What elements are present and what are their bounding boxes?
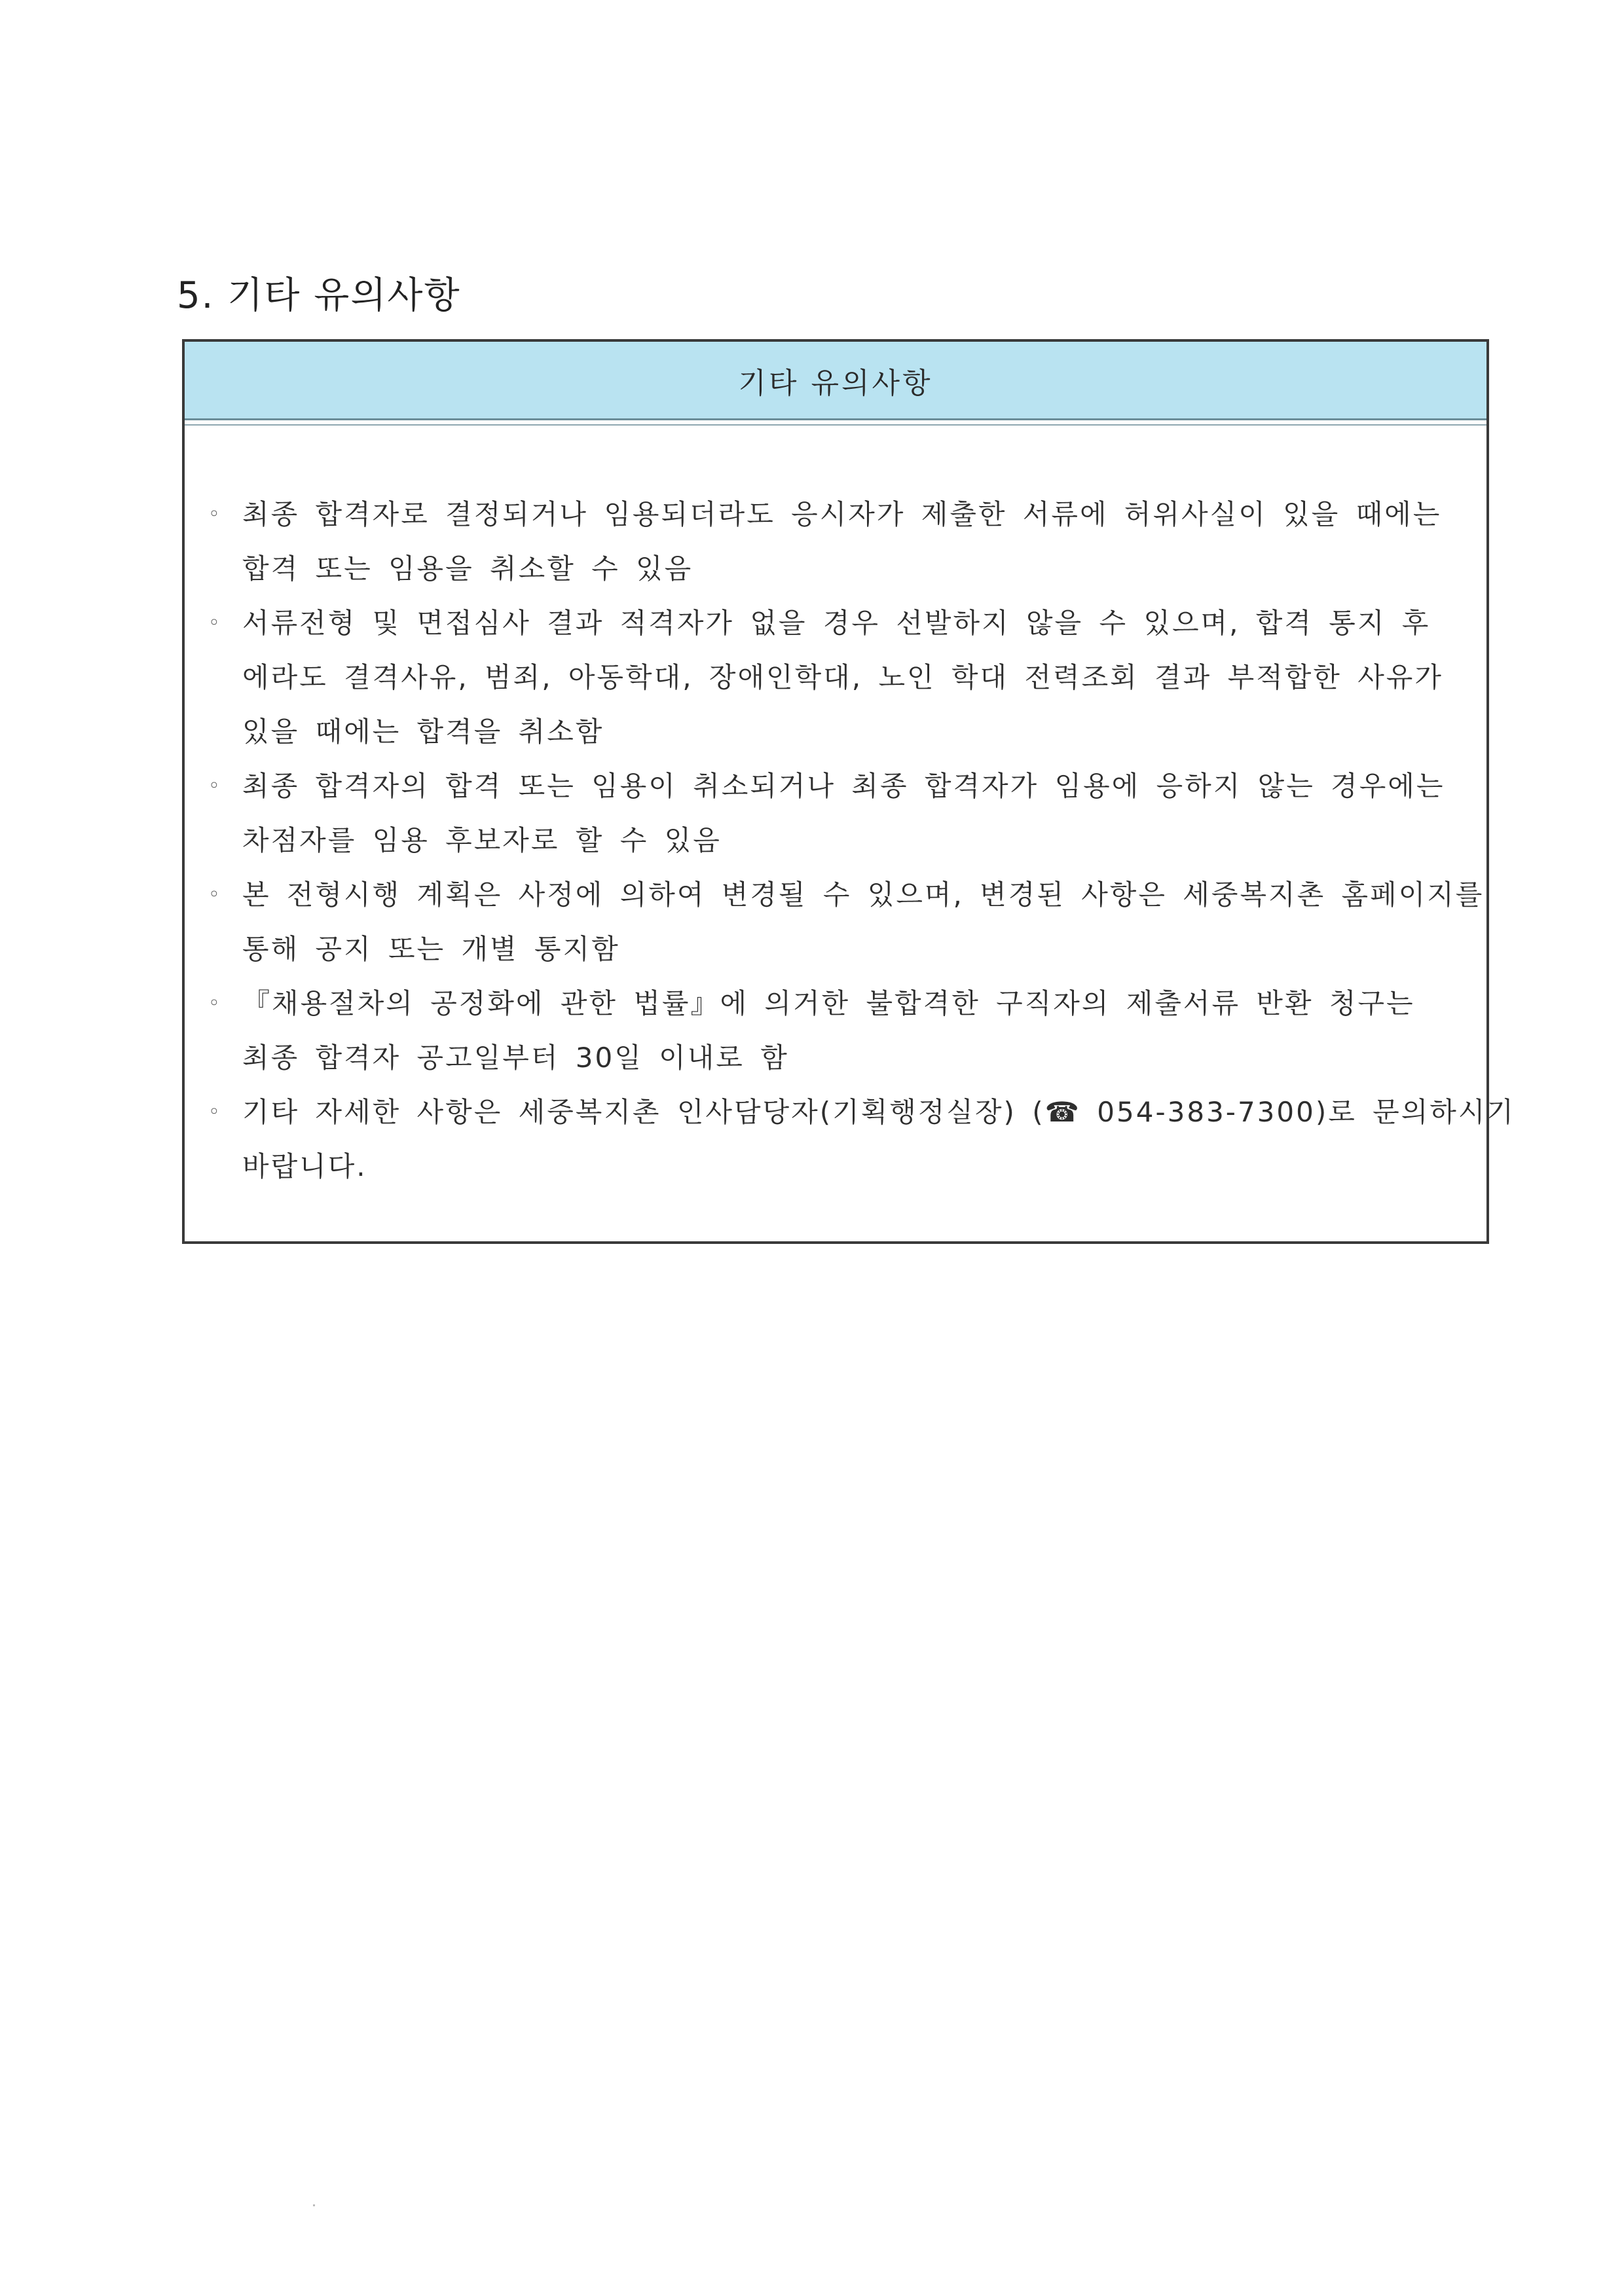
notice-line: 있을 때에는 합격을 취소함 xyxy=(242,716,604,748)
bullet-icon: ◦ xyxy=(208,611,222,634)
notice-item xyxy=(204,759,1475,867)
notice-line: 최종 합격자로 결정되거나 임용되더라도 응시자가 제출한 서류에 허위사실이 있을 때에는 xyxy=(242,498,1442,530)
notice-line: 기타 자세한 사항은 세중복지촌 인사담당자(기획행정실장) (☎ 054-383-7300)로 문의하시기 xyxy=(242,1096,1516,1128)
notice-box-title: 기타 유의사항 xyxy=(738,366,933,400)
bullet-icon: ◦ xyxy=(208,883,222,906)
notice-list xyxy=(204,487,1516,1194)
bullet-icon: ◦ xyxy=(208,503,222,526)
notice-line: 서류전형 및 면접심사 결과 적격자가 없을 경우 선발하지 않을 수 있으며, 합격 통지 후 xyxy=(242,607,1431,639)
notice-item xyxy=(204,976,1475,1085)
notice-line: 본 전형시행 계획은 사정에 의하여 변경될 수 있으며, 변경된 사항은 세중복지촌 홈페이지를 xyxy=(242,879,1485,911)
notice-line: 『채용절차의 공정화에 관한 법률』에 의거한 불합격한 구직자의 제출서류 반환 청구는 xyxy=(242,987,1415,1019)
scan-artifact-dot xyxy=(313,2204,315,2206)
bullet-icon: ◦ xyxy=(208,1101,222,1123)
header-divider xyxy=(185,424,1486,426)
notice-line: 통해 공지 또는 개별 통지함 xyxy=(242,933,620,965)
notice-line: 바랍니다. xyxy=(242,1150,367,1182)
notice-box-header xyxy=(185,342,1486,420)
notice-line: 최종 합격자의 합격 또는 임용이 취소되거나 최종 합격자가 임용에 응하지 않는 경우에는 xyxy=(242,770,1445,802)
bullet-icon: ◦ xyxy=(208,774,222,797)
notice-item xyxy=(204,487,1475,596)
notice-item xyxy=(204,596,1475,759)
bullet-icon: ◦ xyxy=(208,992,222,1015)
notice-line: 최종 합격자 공고일부터 30일 이내로 함 xyxy=(242,1042,789,1074)
notice-line: 차점자를 임용 후보자로 할 수 있음 xyxy=(242,824,722,856)
notice-item xyxy=(204,867,1485,976)
notice-line: 에라도 결격사유, 범죄, 아동학대, 장애인학대, 노인 학대 전력조회 결과 부적합한 사유가 xyxy=(242,661,1443,693)
notice-item xyxy=(204,1085,1516,1194)
notice-line: 합격 또는 임용을 취소할 수 있음 xyxy=(242,553,693,585)
section-heading: 5. 기타 유의사항 xyxy=(177,274,461,317)
notice-box xyxy=(182,339,1516,1244)
